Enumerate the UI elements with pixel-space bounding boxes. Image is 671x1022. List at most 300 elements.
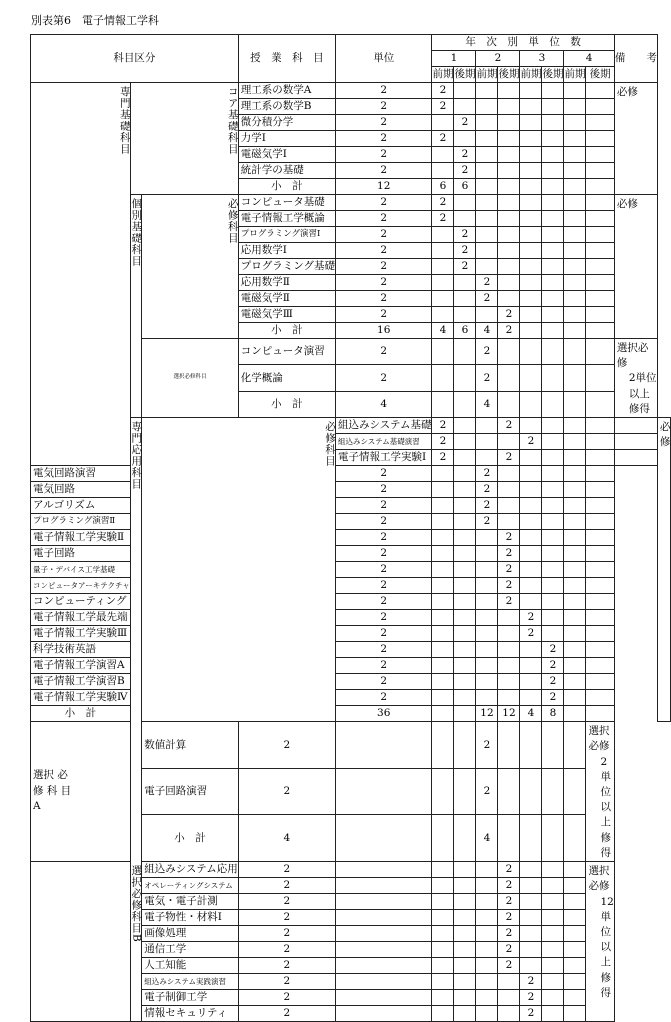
units-y3a [542, 434, 564, 450]
units-y2b [498, 243, 520, 259]
group-label-line: 修 科 目 [33, 784, 72, 797]
units-y3b: 2 [520, 1006, 542, 1022]
units-y1a [336, 958, 432, 974]
subject-name: 電磁気学Ⅱ [238, 291, 335, 307]
units-y3a [520, 291, 542, 307]
units-y4b [564, 974, 586, 990]
units-y4b [586, 323, 614, 339]
group-senmon-kiso: 専門基礎科目 [31, 83, 131, 466]
units-y4b [564, 926, 586, 942]
units-y4b [586, 674, 614, 690]
subject-units: 2 [336, 131, 432, 147]
subject-name: 数値計算 [142, 722, 238, 769]
units-y1b [454, 99, 476, 115]
group-core: コア基礎科目 [130, 83, 238, 195]
units-y1b [432, 958, 454, 974]
units-y2a [476, 594, 498, 610]
units-y3b [542, 546, 564, 562]
units-y1a [432, 690, 454, 706]
remark-line: 必修 [616, 86, 638, 98]
subject-name: 電子回路 [31, 546, 131, 562]
units-y4a [564, 259, 586, 275]
units-y3a [520, 466, 542, 482]
units-y3b [542, 498, 564, 514]
remark-line: 12単位以上修得 [600, 895, 614, 999]
units-y3a: 2 [498, 894, 520, 910]
units-y2b [498, 610, 520, 626]
units-y4a [564, 211, 586, 227]
header-year-4: 4 [564, 51, 614, 67]
subject-name: 電子情報工学実験Ⅲ [31, 626, 131, 642]
units-y3a [520, 243, 542, 259]
units-y1a [432, 147, 454, 163]
units-y4a [564, 323, 586, 339]
units-y3b [542, 243, 564, 259]
subject-units: 2 [336, 99, 432, 115]
subject-units: 2 [336, 275, 432, 291]
table-row [31, 83, 671, 99]
units-y3b [542, 163, 564, 179]
units-y3b: 2 [542, 642, 564, 658]
subject-units: 2 [336, 291, 432, 307]
units-y2a [476, 610, 498, 626]
subject-name: 通信工学 [142, 942, 238, 958]
header-category: 科目区分 [31, 35, 239, 83]
units-y4a [542, 722, 564, 769]
units-y2a: 2 [476, 498, 498, 514]
units-y1b [454, 530, 476, 546]
units-y2a [476, 562, 498, 578]
units-y3b [542, 482, 564, 498]
units-y3a [520, 391, 542, 417]
subject-name: 電気回路 [31, 482, 131, 498]
units-y2b: 2 [498, 594, 520, 610]
units-y2a [454, 894, 476, 910]
units-y4a [564, 83, 586, 99]
units-y2b [498, 674, 520, 690]
units-y2b [476, 1006, 498, 1022]
remark-kobetsu-sel [614, 339, 657, 418]
units-y2b [498, 466, 520, 482]
units-y1b [432, 974, 454, 990]
subject-units: 2 [336, 227, 432, 243]
units-y3a [520, 83, 542, 99]
units-y1b [476, 450, 498, 466]
units-y2b [498, 339, 520, 365]
subject-name: 電子情報工学演習A [31, 658, 131, 674]
units-y3a [498, 974, 520, 990]
units-y1b [454, 339, 476, 365]
units-y2a [476, 259, 498, 275]
units-y3a: 2 [520, 610, 542, 626]
units-y4a [564, 99, 586, 115]
units-y2b [476, 942, 498, 958]
header-year-2: 2 [476, 51, 520, 67]
subtotal-units: 4 [336, 391, 432, 417]
units-y1a [432, 594, 454, 610]
units-y2a [454, 974, 476, 990]
subject-name: 電気回路演習 [31, 466, 131, 482]
subject-name: 応用数学Ⅱ [238, 275, 335, 291]
units-y3b [542, 275, 564, 291]
header-second-half: 後期 [586, 67, 614, 83]
units-y3b [520, 926, 542, 942]
units-y2b [498, 498, 520, 514]
units-y2b: 2 [498, 546, 520, 562]
units-y1a [336, 768, 432, 815]
units-y1b [454, 658, 476, 674]
units-y1a [336, 974, 432, 990]
units-y4b [564, 942, 586, 958]
units-y1a [336, 926, 432, 942]
header-second-half: 後期 [454, 67, 476, 83]
units-y1b [454, 391, 476, 417]
units-y4b [564, 768, 586, 815]
units-y2a [454, 815, 476, 862]
units-y3b [520, 862, 542, 878]
units-y1a [432, 115, 454, 131]
units-y4a [564, 514, 586, 530]
subtotal-row [31, 706, 671, 722]
subject-units: 2 [336, 546, 432, 562]
units-y4a [564, 163, 586, 179]
units-y3a [520, 195, 542, 211]
units-y3a [520, 163, 542, 179]
subject-units: 2 [238, 990, 335, 1006]
units-y4b [586, 594, 614, 610]
units-y2b: 2 [476, 722, 498, 769]
units-y2b [498, 514, 520, 530]
units-y4b [564, 878, 586, 894]
units-y1a [454, 434, 476, 450]
units-y1a [336, 862, 432, 878]
units-y2b: 12 [498, 706, 520, 722]
units-y3a [520, 179, 542, 195]
units-y2a: 2 [476, 514, 498, 530]
subject-units: 2 [432, 450, 454, 466]
units-y4b [586, 466, 614, 482]
table-row [31, 642, 671, 658]
units-y4b [586, 179, 614, 195]
subject-units: 2 [336, 530, 432, 546]
subject-name: 電磁気学Ⅲ [238, 307, 335, 323]
units-y2b [498, 259, 520, 275]
units-y3b: 2 [542, 690, 564, 706]
units-y4b [586, 562, 614, 578]
subject-name: 電子情報工学実験Ⅰ [336, 450, 432, 466]
units-y1b [454, 291, 476, 307]
units-y4a [564, 546, 586, 562]
header-year-3: 3 [520, 51, 564, 67]
units-y2b [498, 99, 520, 115]
subject-name: プログラミング演習Ⅰ [238, 227, 335, 243]
units-y3a: 2 [520, 626, 542, 642]
units-y4a [564, 498, 586, 514]
header-remarks: 備 考 [614, 35, 657, 83]
units-y2a [476, 626, 498, 642]
units-y2a [476, 99, 498, 115]
units-y4b [586, 99, 614, 115]
units-y3b [542, 365, 564, 391]
units-y2b [498, 365, 520, 391]
units-y1a [432, 391, 454, 417]
units-y2b [498, 179, 520, 195]
units-y2b [476, 878, 498, 894]
subject-name: 微分積分学 [238, 115, 335, 131]
units-y1b [432, 1006, 454, 1022]
units-y3b [542, 147, 564, 163]
units-y2b: 2 [498, 323, 520, 339]
units-y2a [454, 958, 476, 974]
units-y4a [564, 482, 586, 498]
units-y1b: 6 [454, 323, 476, 339]
units-y1b [454, 594, 476, 610]
subject-name: 量子・デバイス工学基礎 [31, 562, 131, 578]
units-y4b [586, 147, 614, 163]
units-y3b [520, 942, 542, 958]
units-y1b [476, 434, 498, 450]
units-y1b [476, 418, 498, 434]
units-y2b: 2 [498, 562, 520, 578]
units-y3b [520, 768, 542, 815]
units-y2b [498, 642, 520, 658]
subject-name: アルゴリズム [31, 498, 131, 514]
units-y2a [454, 722, 476, 769]
units-y1a [432, 259, 454, 275]
units-y1b [454, 83, 476, 99]
subject-name: 力学Ⅰ [238, 131, 335, 147]
units-y2a [454, 942, 476, 958]
units-y4b [586, 391, 614, 417]
units-y3a [520, 690, 542, 706]
subject-name: 理工系の数学B [238, 99, 335, 115]
subject-units: 2 [238, 878, 335, 894]
units-y3b [542, 259, 564, 275]
units-y3b [564, 418, 586, 434]
units-y1b: 2 [454, 259, 476, 275]
units-y1b [454, 690, 476, 706]
subject-units: 2 [336, 259, 432, 275]
subject-units: 2 [336, 365, 432, 391]
units-y3a [520, 307, 542, 323]
units-y1b [454, 546, 476, 562]
units-y3b [520, 878, 542, 894]
units-y3a [520, 259, 542, 275]
units-y3a [498, 768, 520, 815]
units-y1b [454, 498, 476, 514]
subject-units: 2 [336, 466, 432, 482]
units-y4a [564, 227, 586, 243]
units-y2b [476, 958, 498, 974]
units-y1a [336, 942, 432, 958]
subject-units: 2 [238, 974, 335, 990]
units-y3b [542, 562, 564, 578]
subject-name: 電子制御工学 [142, 990, 238, 1006]
header-subject: 授 業 科 目 [238, 35, 335, 83]
units-y4a [564, 674, 586, 690]
units-y1b [454, 466, 476, 482]
units-y3a: 2 [498, 926, 520, 942]
units-y1b: 2 [454, 227, 476, 243]
subject-name: 電子情報工学演習B [31, 674, 131, 690]
units-y2b [498, 626, 520, 642]
header-first-half: 前期 [432, 67, 454, 83]
units-y1b [432, 878, 454, 894]
subject-name: 組込みシステム基礎演習 [336, 434, 432, 450]
units-y1b [454, 642, 476, 658]
subject-name: 組込みシステム基礎 [336, 418, 432, 434]
subject-units: 2 [336, 243, 432, 259]
subject-units: 2 [432, 434, 454, 450]
subject-units: 2 [336, 578, 432, 594]
units-y1b: 2 [454, 243, 476, 259]
units-y1a [432, 642, 454, 658]
units-y4b [586, 626, 614, 642]
units-y2a [476, 83, 498, 99]
units-y3b [542, 530, 564, 546]
units-y2a [476, 530, 498, 546]
units-y4b [586, 339, 614, 365]
units-y2b [476, 894, 498, 910]
units-y1b [432, 990, 454, 1006]
subject-name: 組込みシステム実践演習 [142, 974, 238, 990]
units-y3b [564, 450, 586, 466]
document-title: 別表第6 電子情報工学科 [31, 14, 159, 27]
units-y3b [542, 195, 564, 211]
units-y3b [542, 514, 564, 530]
table-row [31, 610, 671, 626]
group-sentaku-hisshu-small: 選択必修科目 [142, 339, 238, 418]
subject-units: 2 [336, 658, 432, 674]
units-y3b: 2 [520, 974, 542, 990]
subject-units: 2 [336, 307, 432, 323]
units-y2b [476, 926, 498, 942]
subject-units: 2 [336, 674, 432, 690]
units-y4a [586, 450, 614, 466]
units-y4a [564, 131, 586, 147]
units-y2b: 2 [476, 768, 498, 815]
header-first-half: 前期 [520, 67, 542, 83]
units-y1b [432, 910, 454, 926]
units-y1a [432, 530, 454, 546]
subtotal-label: 小 計 [238, 179, 335, 195]
units-y4b [586, 642, 614, 658]
remark-sel-b [586, 862, 614, 1022]
units-y4b [586, 514, 614, 530]
units-y3b [542, 307, 564, 323]
units-y1b [432, 942, 454, 958]
units-y3b [542, 391, 564, 417]
units-y3a: 2 [498, 942, 520, 958]
subject-units: 2 [336, 195, 432, 211]
remark-oyo [657, 418, 671, 722]
subject-name: 応用数学Ⅰ [238, 243, 335, 259]
units-y4a [542, 815, 564, 862]
units-y4b [564, 1006, 586, 1022]
units-y3b: 2 [542, 674, 564, 690]
units-y4a [586, 434, 614, 450]
units-y4a [586, 418, 614, 434]
units-y1b [454, 482, 476, 498]
remark-line: 必修 [616, 198, 638, 210]
units-y3b: 2 [520, 990, 542, 1006]
units-y4a [564, 530, 586, 546]
units-y1b [454, 131, 476, 147]
units-y1a [432, 610, 454, 626]
units-y4b [586, 307, 614, 323]
units-y1b [432, 926, 454, 942]
units-y4a [564, 658, 586, 674]
units-y2a: 4 [476, 391, 498, 417]
units-y3a [520, 658, 542, 674]
units-y4a [542, 942, 564, 958]
units-y1b: 6 [454, 179, 476, 195]
units-y4b [614, 450, 657, 466]
subtotal-units: 12 [336, 179, 432, 195]
subject-units: 2 [336, 690, 432, 706]
header-year-1: 1 [432, 51, 476, 67]
table-row [31, 466, 671, 482]
curriculum-table [30, 34, 671, 1022]
units-y1a [432, 578, 454, 594]
remark-line: 選択必修 [588, 865, 610, 893]
subject-name: 組込みシステム応用 [142, 862, 238, 878]
units-y1a [432, 626, 454, 642]
units-y2b [498, 147, 520, 163]
subject-units: 2 [238, 942, 335, 958]
units-y4b [586, 291, 614, 307]
subject-units: 2 [336, 211, 432, 227]
subject-units: 2 [336, 115, 432, 131]
subject-name: 画像処理 [142, 926, 238, 942]
units-y3a [520, 642, 542, 658]
units-y4b [586, 546, 614, 562]
units-y1a [432, 546, 454, 562]
units-y4a [542, 894, 564, 910]
remark-line: 2単位以上修得 [628, 372, 657, 415]
units-y4b [586, 365, 614, 391]
units-y2b: 2 [498, 530, 520, 546]
units-y2a: 2 [476, 466, 498, 482]
units-y1a [432, 674, 454, 690]
units-y3a [520, 323, 542, 339]
units-y1a [432, 243, 454, 259]
units-y4b [586, 610, 614, 626]
units-y4a [564, 147, 586, 163]
units-y1a [336, 990, 432, 1006]
units-y4b [586, 259, 614, 275]
units-y2a [498, 434, 520, 450]
header-second-half: 後期 [498, 67, 520, 83]
header-first-half: 前期 [476, 67, 498, 83]
subject-name: コンピュータ演習 [238, 339, 335, 365]
units-y2b [520, 450, 542, 466]
units-y3b [542, 227, 564, 243]
units-y2a [476, 243, 498, 259]
units-y4a [542, 1006, 564, 1022]
units-y3a [542, 450, 564, 466]
units-y4b [586, 115, 614, 131]
units-y4b [586, 211, 614, 227]
units-y3a [498, 1006, 520, 1022]
group-sentaku-b: 選択必修科目B [31, 862, 142, 1022]
subject-name: 電子情報工学最先端 [31, 610, 131, 626]
subject-units: 2 [238, 1006, 335, 1022]
units-y3a [520, 211, 542, 227]
group-label-line: A [33, 800, 41, 813]
units-y4b [614, 418, 657, 434]
subject-name: 情報セキュリティ [142, 1006, 238, 1022]
